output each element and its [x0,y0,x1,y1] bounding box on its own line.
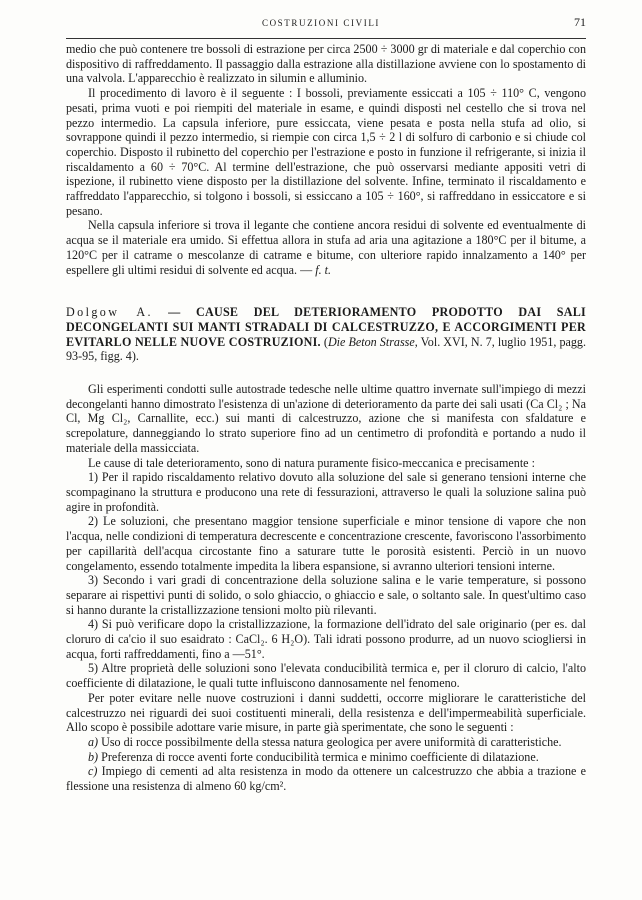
header-rule [66,38,586,39]
body-paragraph: 4) Si può verificare dopo la cristallizzazione, la formazione dell'idrato del sale originario (per es. dal cloruro di ca'cio il suo esaidrato : CaCl₂. 6 H₂O). Tali idrati possono produrre, ad un nuovo sciogliersi in acqua, forti raffreddamenti, fino a —51°. [66,617,586,661]
list-item [66,750,586,765]
page-number: 71 [574,15,586,29]
residue-paragraph [66,218,586,277]
list-text: Impiego di cementi ad alta resistenza in modo da ottenere un calcestruzzo che abbia a trazione e flessione una resistenza di almeno 60 kg/cm². [66,764,586,794]
list-label: c) [88,764,98,779]
page-content [66,42,586,794]
source-details: , Vol. XVI, N. 7, luglio 1951, pagg. 93-95, figg. 4). [66,334,587,364]
body-paragraph: 3) Secondo i vari gradi di concentrazione della soluzione salina e le varie temperature, si possono separare ai rispettivi punti di solido, o solo ghiaccio, o ghiaccio e sale, o soltanto sale. In quest'ultimo caso si hanno durante la cristallizzazione tensioni molto più rilevanti. [66,573,586,617]
body-paragraph: Per poter evitare nelle nuove costruzioni i danni suddetti, occorre migliorare le caratteristiche del calcestruzzo nei riguardi dei suoi costituenti minerali, della resistenza e dell'impermeabilità superficiale. Allo scopo è possibile adottare varie misure, in parte già sperimentate, che sono le seguenti : [66,690,586,735]
body-paragraph: 5) Altre proprietà delle soluzioni sono l'elevata conducibilità termica e, per il cloruro di calcio, l'alto coefficiente di dilatazione, le quali tutte influiscono dannosamente nel fenomeno. [66,661,586,691]
list-label: a) [88,734,99,749]
residue-text: Nella capsula inferiore si trova il legante che contiene ancora residui di solvente ed eventualmente di acqua se il materiale era umido. Si effettua allora in stufa ad aria una agitazione a 180°C per il bitume, a 120°C per il catrame o mescolanze di catrame e bitume, con ulteriore rapido innalzamento a 140° per espellere gli ultimi residui di solvente ed acqua. — [66,218,586,277]
body-paragraph: Gli esperimenti condotti sulle autostrade tedesche nelle ultime quattro invernate sull'impiego di mezzi decongelanti hanno dimostrato l'esistenza di un'azione di deterioramento da parte dei sali usati (Ca Cl₂ ; Na Cl, Mg Cl₂, Carnallite, ecc.) sui manti di calcestruzzo, azione che si manifesta con sfaldature e screpolature, danneggiando lo strato superiore fino ad un centimetro di profondità e portando a nudo il materiale della massicciata. [66,382,586,455]
list-text: Uso di rocce possibilmente della stessa natura geologica per avere uniformità di caratteristiche. [101,734,562,749]
continued-paragraph: medio che può contenere tre bossoli di estrazione per circa 2500 ÷ 3000 gr di materiale e dal coperchio con dispositivo di raffreddamento. Il passaggio dalla estrazione alla distillazione avviene con lo spostamento di una valvola. L'apparecchio è realizzato in silumin e alluminio. [66,42,586,86]
list-item [66,735,586,750]
body-paragraph: 1) Per il rapido riscaldamento relativo dovuto alla soluzione del sale si generano tensioni interne che scompaginano la struttura e producono una rete di fessurazioni, attraverso le quali la soluzione salina può agire in profondità. [66,470,586,514]
article-title: — CAUSE DEL DETERIORAMENTO PRODOTTO DAI SALI DECONGELANTI SUI MANTI STRADALI DI CALCESTRUZZO, E ACCORGIMENTI PER EVITARLO NELLE NUOVE COSTRUZIONI. [66,305,586,349]
heading-spacer [66,364,586,382]
source-open: ( [323,334,328,349]
article-author: Dolgow A. [66,305,153,320]
list-item [66,764,586,793]
list-text: Preferenza di rocce aventi forte conducibilità termica e minimo coefficiente di dilatazione. [101,749,539,764]
author-signature: f. t. [315,262,332,277]
article-heading [66,305,586,364]
body-paragraph: 2) Le soluzioni, che presentano maggior tensione superficiale e minor tensione di vapore che non l'acqua, nelle condizioni di temperatura decrescente e concentrazione crescente, favoriscono l'assorbimento per capillarità dell'acqua circostante fino a saturare tutte le porosità esistenti. Perciò in un nuovo congelamento, essendo totalmente impedita la libera espansione, si avranno ulteriori tensioni interne. [66,514,586,573]
body-paragraph: Le cause di tale deterioramento, sono di natura puramente fisico-meccanica e precisamente : [88,455,535,470]
list-label: b) [88,749,99,764]
section-spacer [66,277,586,305]
procedure-paragraph: Il procedimento di lavoro è il seguente : I bossoli, previamente essiccati a 105 ÷ 110° C, vengono pesati, prima vuoti e poi riempiti del materiale in esame, e quindi disposti nel cestello che si trova nel pezzo intermedio. La capsula inferiore, pure essiccata, viene pesata e posta nella stufa ad olio, si sovrappone quindi il pezzo intermedio, si riempie con circa 1,5 ÷ 2 l di solfuro di carbonio e si chiude col coperchio. Disposto il rubinetto del coperchio per l'estrazione e posto in funzione il refrigerante, si inizia il riscaldamento a 60 ÷ 70°C. Al termine dell'estrazione, che può osservarsi mediante appositi vetri di ispezione, il rubinetto viene disposto per la distillazione del solvente. Infine, terminato il riscaldamento e raffreddato l'apparecchio, si tolgono i bossoli, si essiccano a 105 ÷ 160°, si raffreddano in essiccatore e si pesano. [66,86,586,218]
running-title: COSTRUZIONI CIVILI [261,18,381,28]
journal-name: Die Beton Strasse [327,334,415,349]
